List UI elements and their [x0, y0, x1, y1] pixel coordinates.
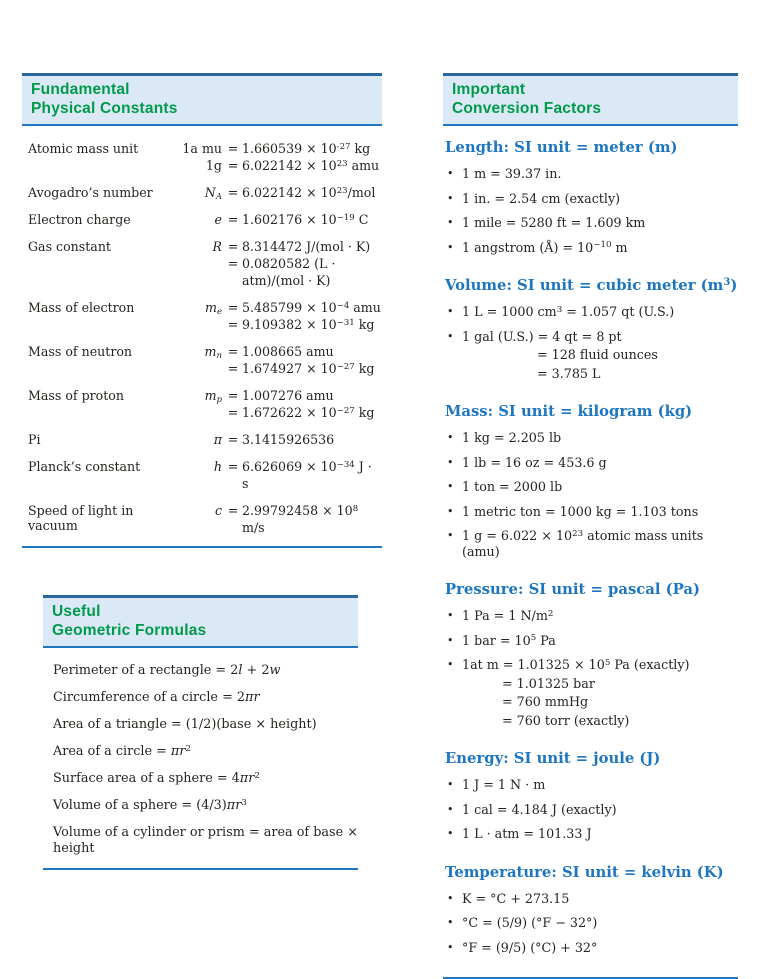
- section-length: [443, 139, 738, 258]
- item-line: 1 Pa = 1 $N/m^2$: [462, 608, 554, 624]
- item-line: 1 bar = $10^5$ Pa: [462, 632, 556, 648]
- equation-rhs: $1.672622 \times 10^{-27}$ kg: [242, 405, 375, 421]
- constants-table: [22, 140, 382, 536]
- item-line: 1 angstrom (Å) = $10^{-10}$ m: [462, 239, 628, 255]
- equation-lhs: [166, 404, 224, 421]
- item-line: 1 kg = 2.205 lb: [462, 430, 562, 446]
- equation-line: [166, 211, 382, 228]
- equals-sign: =: [227, 300, 239, 316]
- equation-line: [166, 431, 382, 448]
- bullet-item: [447, 215, 738, 234]
- equation-rhs: $6.022142 \times 10^{23}$ amu: [242, 158, 380, 174]
- item-line: 1at $m = 1.01325 \times 10^5$ Pa (exactly): [462, 657, 690, 673]
- item-line: 1 m = 39.37 in.: [462, 166, 562, 182]
- section-temperature: [443, 864, 738, 959]
- equation-lhs: 1a mu: [182, 141, 222, 157]
- equation-line: [166, 184, 382, 201]
- constants-panel-header: [22, 73, 382, 126]
- bullet-icon: •: [447, 216, 454, 230]
- equation-lhs: $m_p$: [204, 388, 222, 406]
- item-line: 1 J = 1 N · m: [462, 777, 546, 793]
- equation-lhs: 1g: [205, 158, 222, 174]
- equals-sign: =: [227, 388, 239, 404]
- formula-item: Surface area of a sphere = $4\pi r^2$: [53, 771, 260, 787]
- bullet-item: [447, 191, 738, 210]
- continuation-line: = 128 fluid ounces: [537, 347, 658, 363]
- section-mass: [443, 403, 738, 562]
- continuation-line: = 3.785 L: [537, 365, 601, 381]
- section-energy: [443, 750, 738, 845]
- equation-line: [166, 316, 382, 333]
- equals-sign: =: [227, 185, 239, 201]
- conversion-panel-title: [452, 81, 729, 118]
- constant-row-electron-charge: [28, 211, 382, 228]
- right-column: [443, 73, 738, 979]
- equation-lhs: e: [214, 212, 222, 228]
- section-heading: Pressure: SI unit = pascal (Pa): [445, 581, 700, 599]
- left-column: [22, 73, 382, 870]
- conversion-title-line2: Conversion Factors: [452, 99, 602, 117]
- item-line: °F = (9/5) (°C) + 32°: [462, 939, 598, 955]
- bullet-icon: •: [447, 191, 454, 205]
- constant-label: Pi: [28, 432, 41, 448]
- equation-rhs: $5.485799 \times 10^{-4}$ amu: [242, 300, 381, 316]
- equals-sign: =: [227, 361, 239, 377]
- bullet-item: [447, 915, 738, 934]
- item-line: 1 metric ton = 1000 kg = 1.103 tons: [462, 503, 699, 519]
- constant-row-mass-of-electron: [28, 299, 382, 333]
- bullet-item: [447, 528, 738, 562]
- equation-line: [166, 502, 382, 536]
- item-line: 1 cal = 4.184 J (exactly): [462, 801, 617, 817]
- equation-lhs: $m_e$: [204, 300, 222, 318]
- equation-lhs: h: [213, 459, 222, 475]
- equation-line: [166, 157, 382, 174]
- bullet-icon: •: [447, 455, 454, 469]
- equation-rhs: 8.314472 J/(mol · K): [242, 239, 371, 255]
- bullet-item: [447, 240, 738, 259]
- geometry-panel-header: [43, 595, 358, 648]
- bullet-icon: •: [447, 891, 454, 905]
- bullet-item: [447, 430, 738, 449]
- constant-label: Gas constant: [28, 239, 111, 255]
- equals-sign: =: [227, 158, 239, 174]
- bullet-item: [447, 777, 738, 796]
- conversion-panel-header: [443, 73, 738, 126]
- equals-sign: =: [227, 239, 239, 255]
- geometric-formulas-panel: [43, 595, 358, 870]
- constant-row-speed-of-light: [28, 502, 382, 536]
- bullet-item: [447, 891, 738, 910]
- bullet-item: [447, 940, 738, 959]
- formula-item: Area of a triangle = (1/2)(base × height): [53, 717, 317, 733]
- equation-line: [166, 343, 382, 360]
- equation-lhs: c: [214, 503, 222, 519]
- equals-sign: =: [227, 344, 239, 360]
- constants-title-line2: Physical Constants: [31, 99, 178, 117]
- bullet-item: [447, 633, 738, 652]
- formula-item: Volume of a cylinder or prism = area of base × height: [53, 825, 358, 857]
- constants-bottom-rule: [22, 546, 382, 548]
- bullet-icon: •: [447, 480, 454, 494]
- bullet-icon: •: [447, 916, 454, 930]
- bullet-item: [447, 479, 738, 498]
- equation-rhs: 1.008665 amu: [242, 344, 334, 360]
- equation-line: [166, 387, 382, 404]
- equation-rhs: 0.0820582 (L · atm)/(mol · K): [242, 256, 336, 289]
- constant-label: Mass of neutron: [28, 344, 133, 360]
- equals-sign: =: [227, 405, 239, 421]
- equals-sign: =: [227, 503, 239, 519]
- equation-rhs: $6.626069 \times 10^{-34}$ J · s: [242, 459, 372, 492]
- item-line: 1 lb = 16 oz = 453.6 g: [462, 454, 607, 470]
- bullet-icon: •: [447, 778, 454, 792]
- section-heading: Length: SI unit = meter (m): [445, 139, 678, 157]
- equals-sign: =: [227, 141, 239, 157]
- equals-sign: =: [227, 256, 239, 272]
- equation-rhs: $1.660539 \times 10^{-27}$ kg: [242, 141, 371, 157]
- continuation-line: = 1.01325 bar: [502, 675, 595, 691]
- bullet-item: [447, 657, 738, 731]
- constant-row-avogadros-number: [28, 184, 382, 201]
- constant-row-plancks-constant: [28, 458, 382, 492]
- constant-row-mass-of-proton: [28, 387, 382, 421]
- equation-line: [166, 299, 382, 316]
- constant-row-atomic-mass-unit: [28, 140, 382, 174]
- bullet-icon: •: [447, 609, 454, 623]
- bullet-icon: •: [447, 167, 454, 181]
- bullet-item: [447, 802, 738, 821]
- equation-lhs: R: [212, 239, 222, 255]
- geometry-title-line1: Useful: [52, 603, 101, 621]
- bullet-item: [447, 826, 738, 845]
- constant-label: Avogadro’s number: [28, 185, 153, 201]
- item-line: 1 $g = 6.022 \times 10^{23}$ atomic mass units (amu): [462, 528, 704, 559]
- equation-lhs: [166, 255, 224, 289]
- bullet-icon: •: [447, 305, 454, 319]
- section-heading: Volume: SI unit = cubic meter $(m^3)$: [445, 277, 738, 295]
- section-pressure: [443, 581, 738, 731]
- equals-sign: =: [227, 459, 239, 475]
- formula-item: Perimeter of a rectangle = 2l + 2w: [53, 663, 281, 679]
- constant-label: Electron charge: [28, 212, 131, 228]
- item-line: 1 mile = 5280 ft = 1.609 km: [462, 215, 646, 231]
- equals-sign: =: [227, 432, 239, 448]
- bullet-icon: •: [447, 827, 454, 841]
- constants-title-line1: Fundamental: [31, 81, 130, 98]
- constant-label: Mass of electron: [28, 300, 135, 316]
- geometry-panel-title: [52, 603, 349, 640]
- equation-rhs: 1.007276 amu: [242, 388, 334, 404]
- constant-label: Speed of light in vacuum: [28, 503, 134, 534]
- conversion-title-line1: Important: [452, 81, 526, 98]
- bullet-icon: •: [447, 940, 454, 954]
- equation-rhs: $1.602176 \times 10^{-19}$ C: [242, 212, 369, 228]
- bullet-icon: •: [447, 504, 454, 518]
- bullet-item: [447, 166, 738, 185]
- bullet-item: [447, 608, 738, 627]
- constant-row-pi: [28, 431, 382, 448]
- equation-line: [166, 458, 382, 492]
- bullet-item: [447, 329, 738, 385]
- continuation-line: = 760 torr (exactly): [502, 712, 630, 728]
- item-line: 1 ton = 2000 lb: [462, 479, 563, 495]
- geometry-title-line2: Geometric Formulas: [52, 621, 207, 639]
- equals-sign: =: [227, 212, 239, 228]
- equals-sign: =: [227, 317, 239, 333]
- equation-rhs: $2.99792458 \times 10^8$ m/s: [242, 503, 359, 536]
- section-heading: Temperature: SI unit = kelvin (K): [445, 863, 724, 881]
- constants-panel-title: [31, 81, 373, 118]
- formula-list: [53, 663, 358, 857]
- bullet-icon: •: [447, 329, 454, 343]
- constant-label: Atomic mass unit: [28, 141, 139, 157]
- equation-lhs: π: [213, 432, 222, 448]
- constant-label: Mass of proton: [28, 388, 124, 404]
- bullet-item: [447, 455, 738, 474]
- equation-rhs: 3.1415926536: [242, 432, 335, 448]
- equation-rhs: $6.022142 \times 10^{23}$/mol: [242, 185, 376, 201]
- bullet-icon: •: [447, 431, 454, 445]
- bullet-icon: •: [447, 802, 454, 816]
- bullet-icon: •: [447, 658, 454, 672]
- equation-line: [166, 255, 382, 289]
- formula-item: Circumference of a circle = 2πr: [53, 690, 260, 706]
- equation-line: [166, 238, 382, 255]
- formula-item: Volume of a sphere = $(4/3)\pi r^3$: [53, 798, 247, 814]
- equation-line: [166, 140, 382, 157]
- equation-lhs: [166, 360, 224, 377]
- bullet-icon: •: [447, 633, 454, 647]
- constant-label: Planck’s constant: [28, 459, 141, 475]
- geometry-bottom-rule: [43, 868, 358, 870]
- item-line: 1 gal (U.S.) = 4 qt = 8 pt: [462, 328, 622, 344]
- item-line: K = °C + 273.15: [462, 890, 570, 906]
- constant-row-mass-of-neutron: [28, 343, 382, 377]
- item-line: 1 in. = 2.54 cm (exactly): [462, 190, 621, 206]
- equation-lhs: [166, 316, 224, 333]
- section-heading: Mass: SI unit = kilogram (kg): [445, 403, 693, 421]
- section-volume: [443, 277, 738, 384]
- item-line: 1 L · atm = 101.33 J: [462, 826, 592, 842]
- equation-line: [166, 404, 382, 421]
- item-line: 1 L = 1000 $cm^3 = 1.057$ qt (U.S.): [462, 304, 675, 320]
- bullet-item: [447, 504, 738, 523]
- equation-line: [166, 360, 382, 377]
- bullet-icon: •: [447, 240, 454, 254]
- equation-rhs: $9.109382 \times 10^{-31}$ kg: [242, 317, 375, 333]
- section-heading: Energy: SI unit = joule (J): [445, 750, 661, 768]
- bullet-item: [447, 304, 738, 323]
- continuation-line: = 760 mmHg: [502, 694, 589, 710]
- equation-rhs: $1.674927 \times 10^{-27}$ kg: [242, 361, 375, 377]
- constant-row-gas-constant: [28, 238, 382, 289]
- equation-lhs: $m_n$: [204, 344, 222, 362]
- bullet-icon: •: [447, 529, 454, 543]
- formula-item: Area of a circle = $\pi r^2$: [53, 744, 191, 760]
- equation-lhs: $N_A$: [204, 185, 222, 203]
- conversion-sections: [443, 139, 738, 979]
- fundamental-constants-panel: [22, 73, 382, 548]
- item-line: °C = (5/9) (°F − 32°): [462, 915, 598, 931]
